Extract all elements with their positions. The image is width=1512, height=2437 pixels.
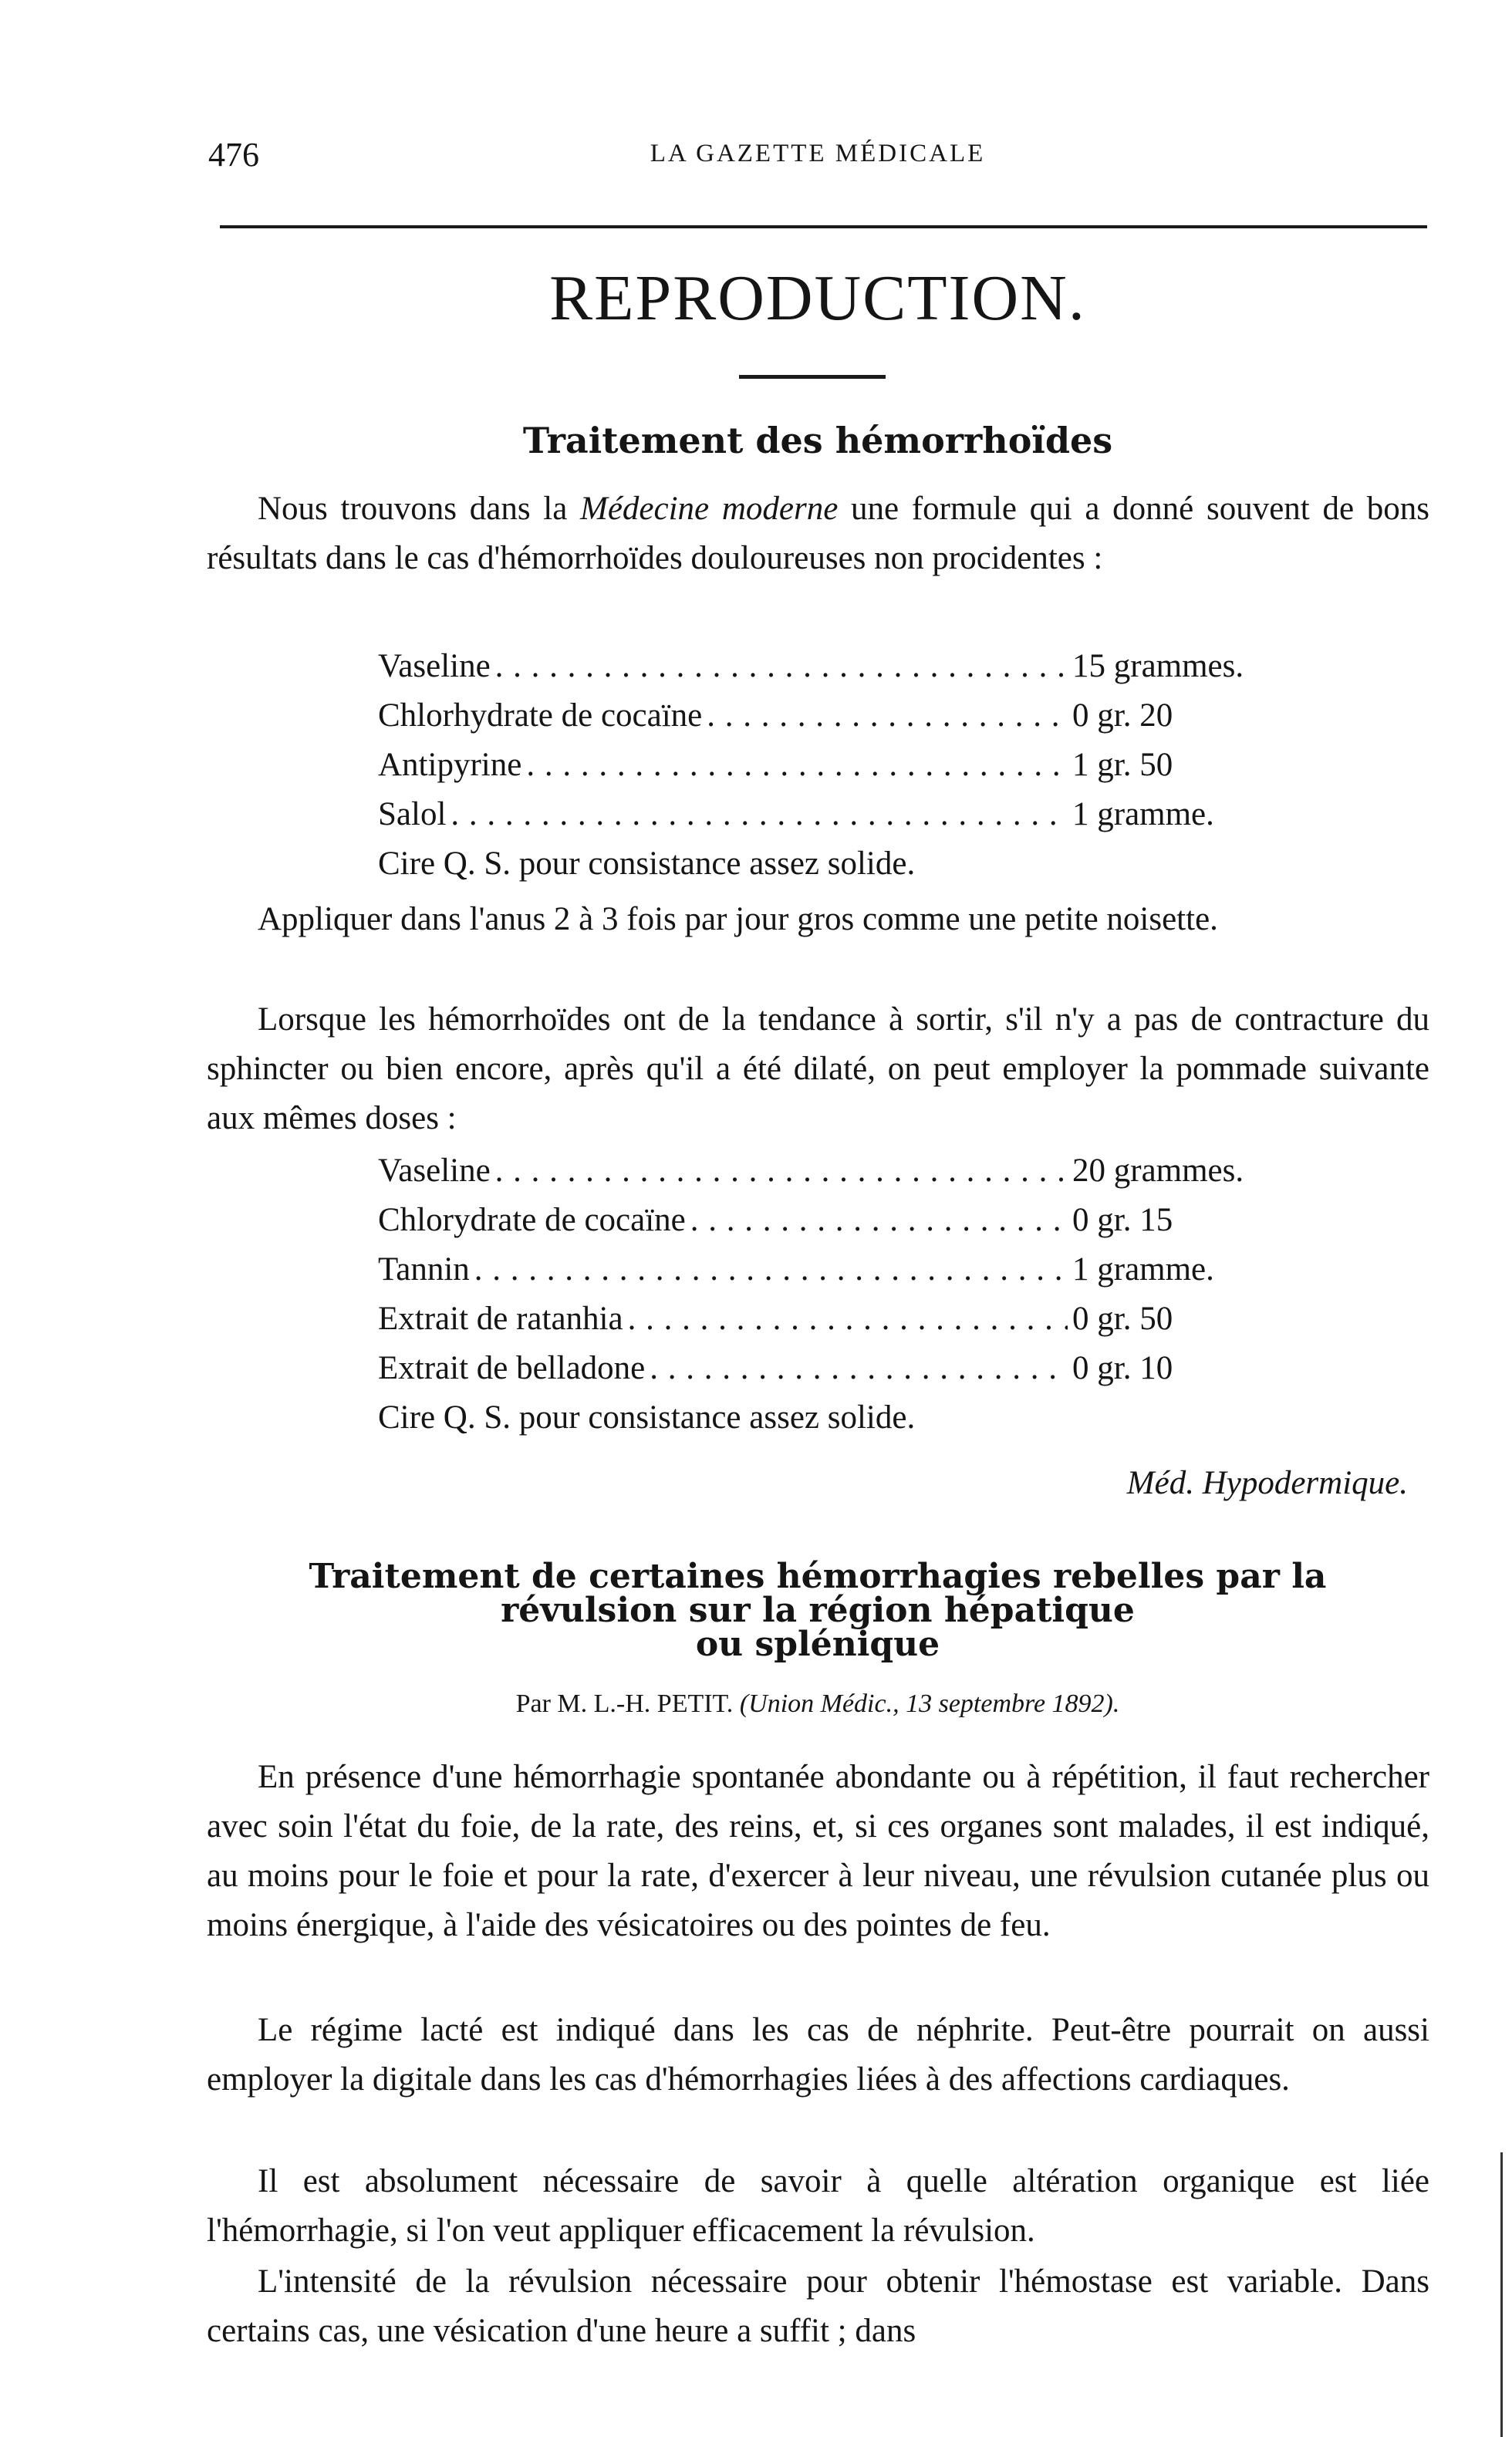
recipe-row: Vaseline . . . 20 grammes. [378, 1146, 1296, 1196]
article-title-hemorrhages [208, 1557, 1427, 1664]
recipe-row: Vaseline . . . 15 grammes. [378, 642, 1296, 691]
article2-para3: Il est absolument nécessaire de savoir à quelle altération organique est liée l'hémorrhagie, si l'on veut appliquer efficacement la révulsion. [207, 2163, 1429, 2249]
recipe-1 [378, 642, 1296, 889]
scan-edge-mark [1500, 2152, 1503, 2437]
article-title-hemorrhoids: Traitement des hémorrhoïdes [522, 420, 1113, 461]
header-rule [220, 225, 1427, 228]
article2-para4: L'intensité de la révulsion nécessaire pour obtenir l'hémostase est variable. Dans certains cas, une vésication d'une heure a suffit ; dans [207, 2263, 1429, 2349]
running-title: LA GAZETTE MÉDICALE [650, 140, 986, 167]
article-title-line: ou splénique [695, 1625, 940, 1664]
article1-para2: Appliquer dans l'anus 2 à 3 fois par jour gros comme une petite noisette. [258, 901, 1218, 937]
recipe-row: Chlorhydrate de cocaïne . . . 0 gr. 20 [378, 691, 1296, 741]
recipe-2 [378, 1146, 1296, 1443]
byline-source: (Union Médic., 13 septembre 1892). [739, 1689, 1120, 1718]
recipe-row: Tannin . . . 1 gramme. [378, 1245, 1296, 1294]
section-rule [739, 375, 886, 379]
byline-author: Par M. L.-H. PETIT. [515, 1689, 734, 1718]
recipe-row: Antipyrine . . . 1 gr. 50 [378, 741, 1296, 790]
recipe-row: Cire Q. S. pour consistance assez solide. [378, 1399, 916, 1436]
journal-name: Médecine moderne [580, 491, 839, 527]
article-title-line: Traitement de certaines hémorrhagies rebelles par la [309, 1557, 1327, 1596]
recipe-row: Extrait de ratanhia . . . 0 gr. 50 [378, 1294, 1296, 1344]
recipe-row: Salol . . . 1 gramme. [378, 790, 1296, 839]
article-title-line: révulsion sur la région hépatique [501, 1591, 1135, 1630]
article2-para1: En présence d'une hémorrhagie spontanée abondante ou à répétition, il faut rechercher avec soin l'état du foie, de la rate, des reins, et, si ces organes sont malades, il est indiqué, au moins pour le foie et pour la rate, d'exercer à leur niveau, une révulsion cutanée plus ou moins énergique, à l'aide des vésicatoires ou des pointes de feu. [207, 1759, 1429, 1943]
recipe-row: Chlorydrate de cocaïne . . . 0 gr. 15 [378, 1196, 1296, 1245]
article2-para2: Le régime lacté est indiqué dans les cas de néphrite. Peut-être pourrait on aussi employer la digitale dans les cas d'hémorrhagies liées à des affections cardiaques. [207, 2012, 1429, 2098]
section-title: REPRODUCTION. [549, 262, 1086, 334]
article1-para3: Lorsque les hémorrhoïdes ont de la tendance à sortir, s'il n'y a pas de contracture du sphincter ou bien encore, après qu'il a été dilaté, on peut employer la pommade suivante aux mêmes doses : [207, 1001, 1429, 1136]
page-number: 476 [208, 136, 259, 174]
recipe-row: Extrait de belladone . . . 0 gr. 10 [378, 1344, 1296, 1393]
article1-intro: Nous trouvons dans la Médecine moderne une formule qui a donné souvent de bons résultats dans le cas d'hémorrhoïdes douloureuses non procidentes : [207, 491, 1430, 576]
article2-byline [208, 1689, 1427, 1719]
article1-source: Méd. Hypodermique. [1126, 1465, 1408, 1501]
recipe-row: Cire Q. S. pour consistance assez solide. [378, 846, 916, 882]
page-header [208, 135, 1427, 181]
